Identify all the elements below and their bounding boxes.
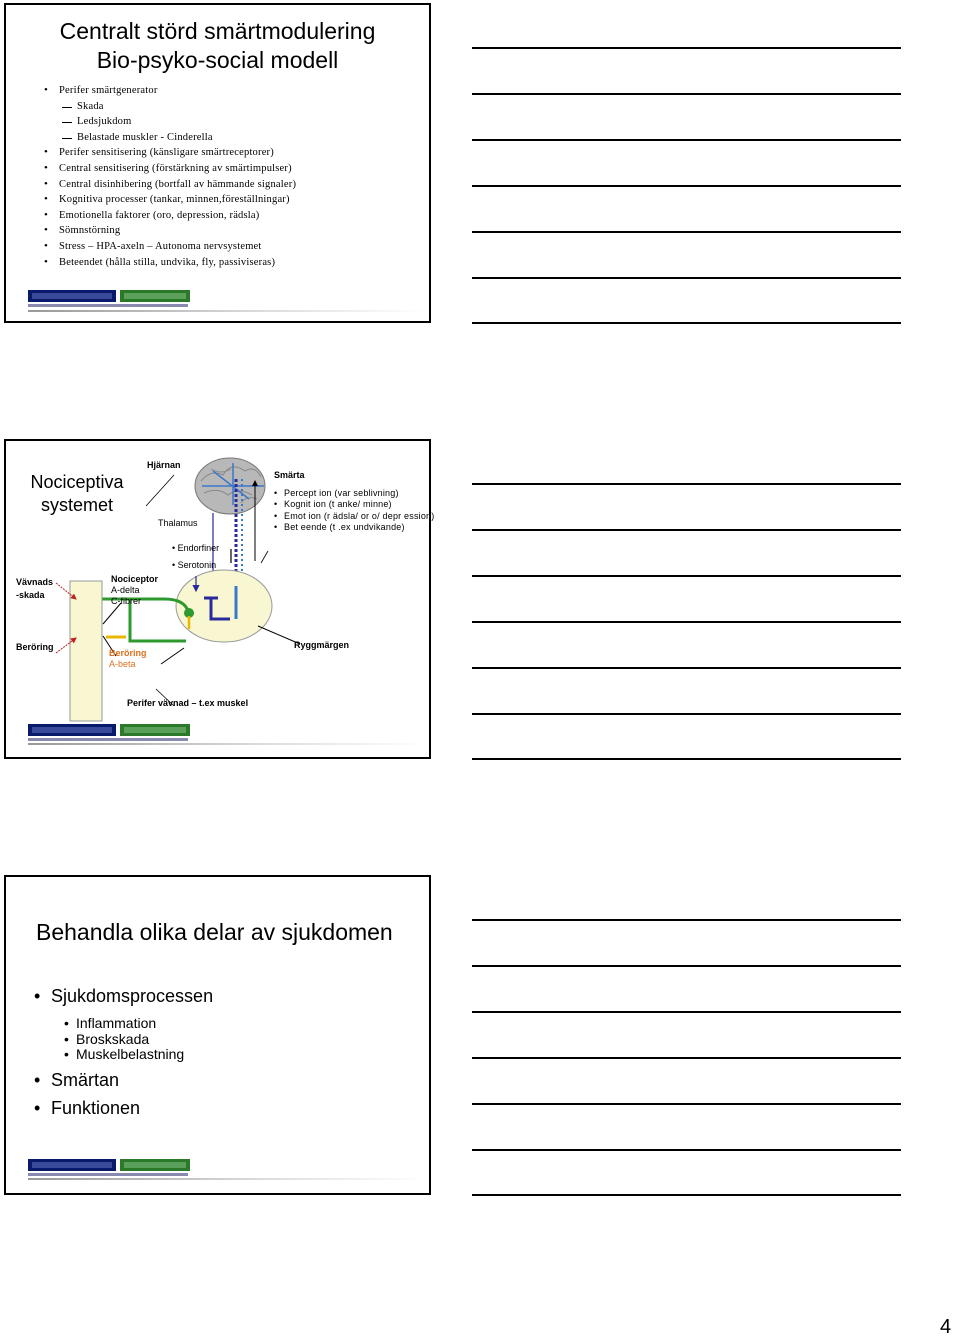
list-item: Belastade muskler - Cinderella: [44, 130, 296, 146]
list-item: • Sömnstörning: [44, 223, 296, 239]
notes-line: [472, 322, 901, 324]
footer-bar: [28, 743, 427, 745]
fou-centrum-logo: [28, 288, 208, 310]
list-item: • Kognitiva processer (tankar, minnen,föreställningar): [44, 192, 296, 208]
list-item: • Inflammation: [34, 1016, 213, 1032]
spinal-cord: [176, 570, 272, 642]
label-beroring-abeta: Beröring A-beta: [109, 648, 147, 669]
list-item: • Bet eende (t .ex undvikande): [274, 522, 434, 533]
label-perifer-vavnad: Perifer vävnad – t.ex muskel: [127, 698, 249, 708]
notes-line: [472, 1149, 901, 1151]
label-ryggmargen: Ryggmärgen: [294, 640, 350, 650]
leader-abeta: [161, 648, 184, 664]
list-item: • Central sensitisering (förstärkning av smärtimpulser): [44, 161, 296, 177]
slide-3-bullet-list: [34, 985, 213, 1119]
slide-1-bullet-list: [44, 83, 296, 270]
slide-1-title: [6, 17, 429, 75]
slide-2: [4, 439, 435, 759]
list-item: Skada: [44, 99, 296, 115]
title-line-1: Centralt störd smärtmodulering: [59, 18, 376, 44]
fou-centrum-logo: [28, 1157, 208, 1179]
footer-bar: [28, 1178, 427, 1180]
list-item: • Perifer sensitisering (känsligare smärtreceptorer): [44, 145, 296, 161]
notes-line: [472, 621, 901, 623]
notes-line: [472, 1011, 901, 1013]
notes-line: [472, 575, 901, 577]
notes-line: [472, 483, 901, 485]
list-item: • Perifer smärtgenerator: [44, 83, 296, 99]
notes-line: [472, 139, 901, 141]
label-vavnadsskada: Vävnads -skada: [16, 577, 54, 600]
notes-line: [472, 529, 901, 531]
slide-3-title: Behandla olika delar av sjukdomen: [36, 919, 393, 945]
label-serotonin: • Serotonin: [172, 560, 217, 570]
leader-thalamus: [261, 551, 268, 563]
notes-line: [472, 185, 901, 187]
notes-line: [472, 1057, 901, 1059]
title-line-2: Bio-psyko-social modell: [96, 47, 339, 73]
list-item: • Broskskada: [34, 1032, 213, 1048]
label-endorfiner: • Endorfiner: [172, 543, 220, 553]
label-beroring-left: Beröring: [16, 642, 54, 652]
title-line-2: systemet: [40, 495, 114, 515]
list-item: Ledsjukdom: [44, 114, 296, 130]
list-item: • Stress – HPA-axeln – Autonoma nervsystemet: [44, 239, 296, 255]
notes-line: [472, 919, 901, 921]
notes-line: [472, 758, 901, 760]
label-nociceptor: Nociceptor A-delta C-fibrer: [111, 574, 159, 606]
notes-line: [472, 231, 901, 233]
list-item: • Smärtan: [34, 1069, 213, 1091]
list-item: • Central disinhibering (bortfall av hämmande signaler): [44, 177, 296, 193]
list-item: • Kognit ion (t anke/ minne): [274, 499, 434, 510]
list-item: • Funktionen: [34, 1097, 213, 1119]
peripheral-tissue-box: [70, 581, 102, 721]
slide-1: [4, 3, 431, 323]
smarta-list: [274, 488, 434, 533]
slide-3: [4, 875, 431, 1195]
list-item: • Emotionella faktorer (oro, depression, rädsla): [44, 208, 296, 224]
fou-centrum-logo: [28, 722, 208, 744]
notes-line: [472, 1103, 901, 1105]
footer-bar: [28, 310, 427, 312]
label-hjarnan: Hjärnan: [147, 460, 181, 470]
list-item: • Percept ion (var seblivning): [274, 488, 434, 499]
label-thalamus: Thalamus: [158, 518, 198, 528]
page-number: 4: [940, 1316, 952, 1338]
notes-line: [472, 667, 901, 669]
notes-line: [472, 965, 901, 967]
list-item: • Sjukdomsprocessen: [34, 985, 213, 1007]
notes-line: [472, 93, 901, 95]
notes-line: [472, 47, 901, 49]
list-item: • Muskelbelastning: [34, 1047, 213, 1063]
smarta-heading: Smärta: [274, 470, 305, 480]
list-item: • Beteendet (hålla stilla, undvika, fly, passiviseras): [44, 255, 296, 271]
title-line-1: Nociceptiva: [30, 472, 124, 492]
list-item: • Emot ion (r ädsla/ or o/ depr ession): [274, 511, 434, 522]
notes-line: [472, 713, 901, 715]
leader-hjarnan: [146, 475, 174, 506]
notes-line: [472, 1194, 901, 1196]
notes-line: [472, 277, 901, 279]
